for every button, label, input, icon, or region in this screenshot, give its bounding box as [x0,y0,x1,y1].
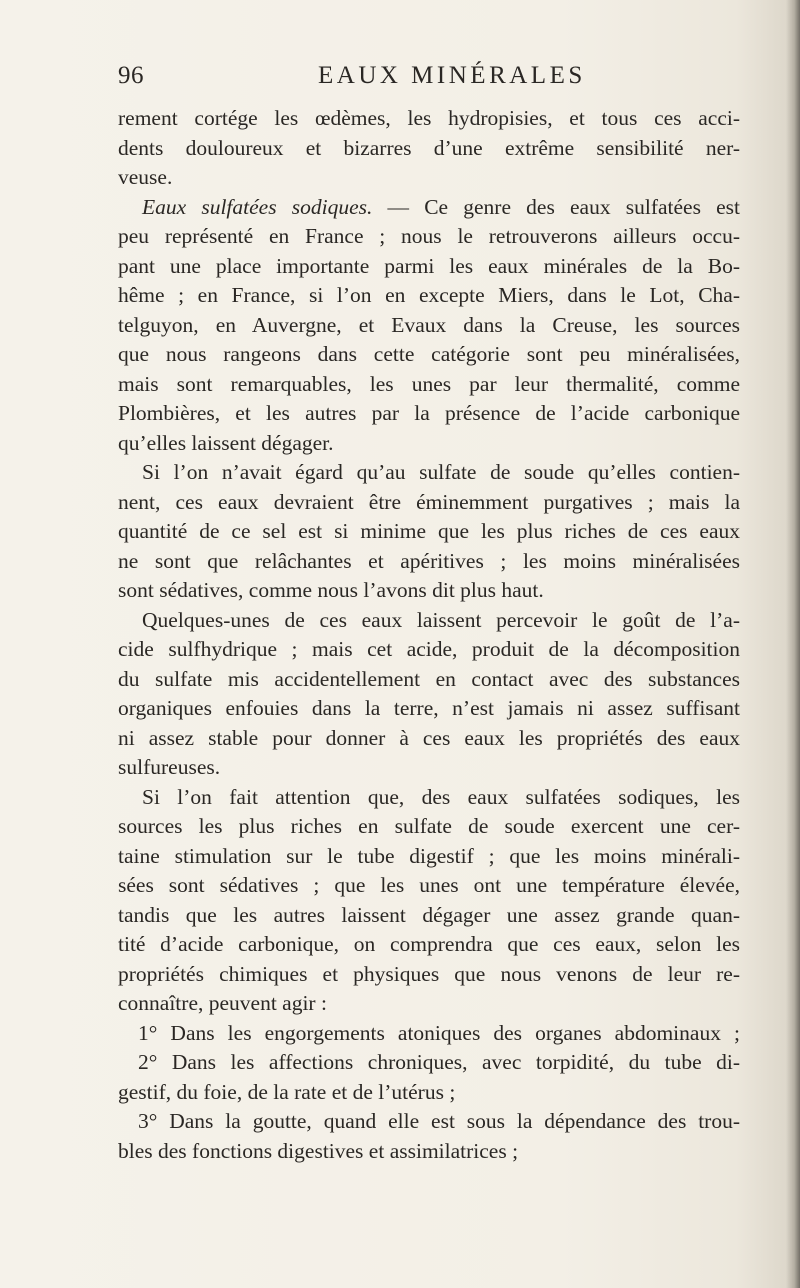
text-line: hême ; en France, si l’on en excepte Miers, dans le Lot, Cha- [118,283,740,307]
page-header [118,62,740,96]
text-line: dents douloureux et bizarres d’une extrême sensibilité ner- [118,135,740,160]
text-line: propriétés chimiques et physiques que nous venons de leur re- [118,961,740,986]
text-line: tité d’acide carbonique, on comprendra que ces eaux, selon les [118,932,740,956]
text-line: rement cortége les œdèmes, les hydropisies, et tous ces acci- [118,106,740,130]
section-heading: Eaux sulfatées sodiques. [142,194,373,219]
text-line: qu’elles laissent dégager. [118,430,334,455]
list-item: 2° Dans les affections chroniques, avec torpidité, du tube di- [138,1050,740,1074]
text-line: du sulfate mis accidentellement en contact avec des substances [118,666,740,691]
text-line: organiques enfouies dans la terre, n’est jamais ni assez suffisant [118,696,740,720]
text-line: Si l’on n’avait égard qu’au sulfate de soude qu’elles contien- [142,460,740,484]
text-line: sont sédatives, comme nous l’avons dit plus haut. [118,578,544,602]
text-line: sées sont sédatives ; que les unes ont une température élevée, [118,873,740,897]
text-line: sulfureuses. [118,755,221,779]
text-line: gestif, du foie, de la rate et de l’utérus ; [118,1079,456,1104]
text-line: Plombières, et les autres par la présence de l’acide carbonique [118,401,740,425]
text-line: sources les plus riches en sulfate de soude exercent une cer- [118,814,740,838]
page-number: 96 [118,62,144,89]
section-heading-text: — Ce genre des eaux sulfatées est [372,194,740,219]
text-line: taine stimulation sur le tube digestif ; que les moins minérali- [118,843,740,868]
body-text [118,104,740,1166]
section-heading-line [118,193,740,223]
text-line: peu représenté en France ; nous le retrouverons ailleurs occu- [118,224,740,248]
text-line: nent, ces eaux devraient être éminemment purgatives ; mais la [118,489,740,514]
text-line: cide sulfhydrique ; mais cet acide, produit de la décomposition [118,637,740,661]
text-line: bles des fonctions digestives et assimilatrices ; [118,1138,519,1163]
text-line: tandis que les autres laissent dégager une assez grande quan- [118,902,740,927]
list-item: 1° Dans les engorgements atoniques des organes abdominaux ; [138,1020,740,1045]
list-item: 3° Dans la goutte, quand elle est sous la dépendance des trou- [138,1109,740,1133]
text-line: mais sont remarquables, les unes par leur thermalité, comme [118,371,740,396]
text-line: telguyon, en Auvergne, et Evaux dans la Creuse, les sources [118,312,740,337]
text-line: que nous rangeons dans cette catégorie sont peu minéralisées, [118,342,740,366]
text-line: connaître, peuvent agir : [118,991,327,1015]
page-edge-shadow [786,0,800,1288]
text-line: Si l’on fait attention que, des eaux sulfatées sodiques, les [142,784,740,809]
text-line: quantité de ce sel est si minime que les plus riches de ces eaux [118,519,740,543]
text-line: ni assez stable pour donner à ces eaux les propriétés des eaux [118,725,740,750]
text-line: ne sont que relâchantes et apéritives ; les moins minéralisées [118,548,740,573]
text-line: Quelques-unes de ces eaux laissent percevoir le goût de l’a- [142,607,740,632]
running-title: EAUX MINÉRALES [318,62,586,89]
text-line: pant une place importante parmi les eaux minérales de la Bo- [118,253,740,278]
text-line: veuse. [118,165,173,189]
